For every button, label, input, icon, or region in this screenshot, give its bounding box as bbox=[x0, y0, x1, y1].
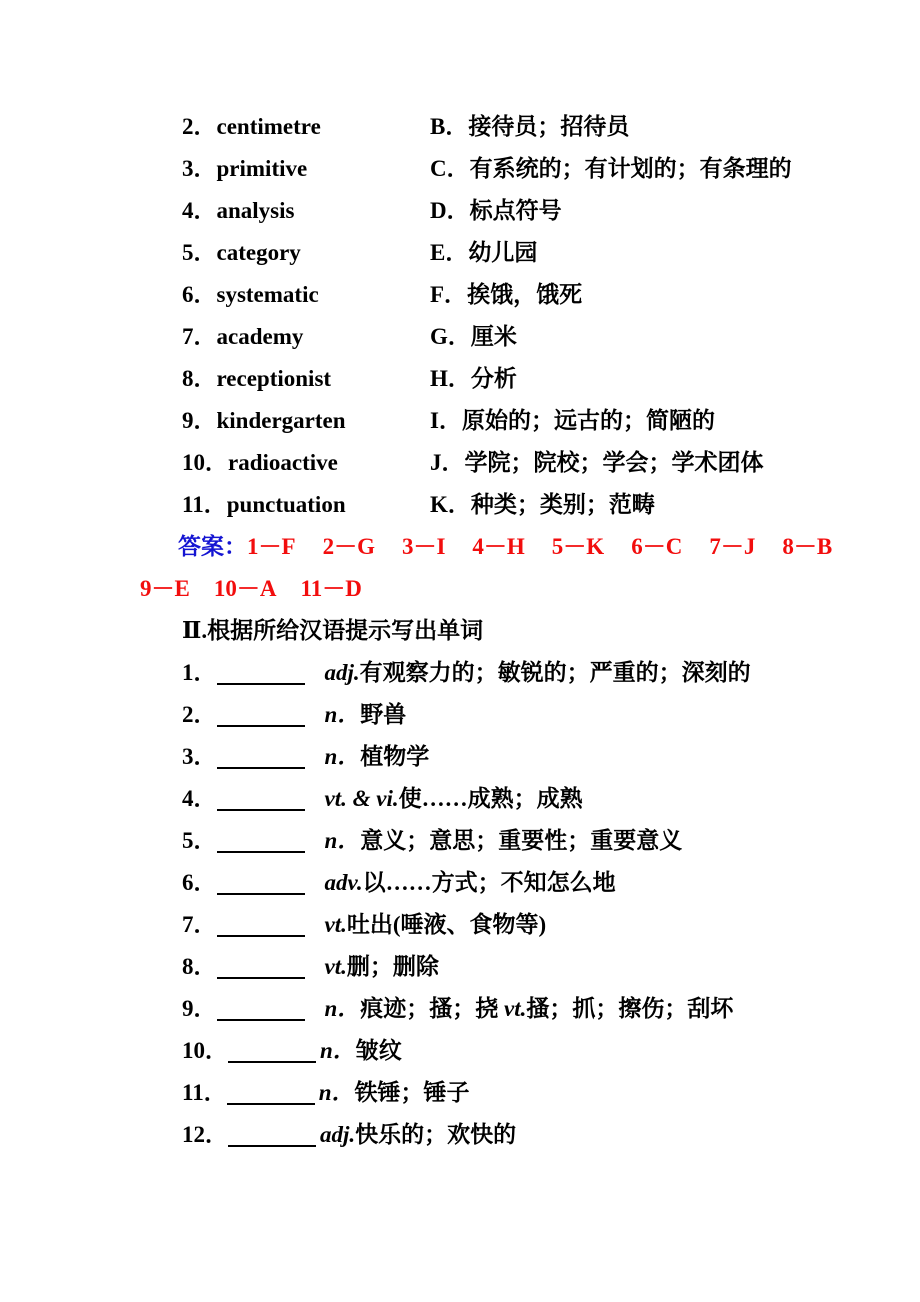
chinese-definition: 挨饿，饿死 bbox=[467, 282, 583, 307]
part-of-speech: vt. bbox=[324, 912, 347, 937]
answer-pair: 7－J bbox=[709, 534, 756, 559]
answers-line-2 bbox=[138, 568, 790, 610]
definition-text bbox=[325, 828, 683, 853]
fill-in-item-row bbox=[138, 1114, 790, 1156]
part-of-speech: adv. bbox=[324, 870, 363, 895]
chinese-definition: 接待员；招待员 bbox=[468, 114, 630, 139]
answer-blank[interactable] bbox=[217, 659, 305, 685]
fill-in-item-row bbox=[138, 1030, 790, 1072]
part-of-speech: n． bbox=[324, 828, 361, 853]
match-right-cell bbox=[430, 106, 790, 148]
matching-section bbox=[138, 106, 790, 526]
answers-paragraph bbox=[138, 526, 833, 610]
item-number: 12． bbox=[182, 1122, 228, 1147]
option-letter: I． bbox=[430, 408, 462, 433]
definition-text bbox=[325, 702, 407, 727]
item-number: 8． bbox=[182, 366, 217, 391]
chinese-definition: 标点符号 bbox=[469, 198, 562, 223]
match-left-cell bbox=[138, 232, 430, 274]
definition-text bbox=[325, 870, 616, 895]
option-letter: E． bbox=[430, 240, 469, 265]
answer-pair: 5－K bbox=[551, 534, 605, 559]
item-number: 7． bbox=[182, 324, 217, 349]
english-word: receptionist bbox=[216, 366, 332, 391]
answer-blank[interactable] bbox=[217, 701, 305, 727]
chinese-hint: 使……成熟；成熟 bbox=[398, 786, 583, 811]
match-item-row bbox=[138, 274, 790, 316]
answer-blank[interactable] bbox=[217, 911, 305, 937]
definition-text bbox=[320, 1122, 516, 1147]
option-letter: G． bbox=[430, 324, 471, 349]
item-number: 9． bbox=[182, 408, 217, 433]
match-item-row bbox=[138, 358, 790, 400]
english-word: systematic bbox=[216, 282, 319, 307]
chinese-definition: 厘米 bbox=[470, 324, 517, 349]
item-number: 8． bbox=[182, 954, 217, 979]
item-number: 1． bbox=[182, 660, 217, 685]
english-word: centimetre bbox=[216, 114, 321, 139]
option-letter: F． bbox=[430, 282, 468, 307]
answer-blank[interactable] bbox=[228, 1037, 316, 1063]
fill-in-item-row bbox=[138, 652, 790, 694]
part-of-speech: n． bbox=[320, 1038, 356, 1063]
english-word: kindergarten bbox=[216, 408, 346, 433]
chinese-hint: 有观察力的；敏锐的；严重的；深刻的 bbox=[359, 660, 751, 685]
english-word: primitive bbox=[216, 156, 308, 181]
fill-in-item-row bbox=[138, 1072, 790, 1114]
chinese-hint: 痕迹；搔；挠 bbox=[360, 996, 505, 1021]
chinese-definition: 种类；类别；范畴 bbox=[470, 492, 655, 517]
part-of-speech: vt. bbox=[324, 954, 347, 979]
definition-text bbox=[325, 912, 547, 937]
answer-blank[interactable] bbox=[217, 869, 305, 895]
answers-line-1 bbox=[138, 526, 833, 568]
fill-in-item-row bbox=[138, 778, 790, 820]
answer-pair: 4－H bbox=[472, 534, 525, 559]
part-of-speech: n． bbox=[318, 1080, 355, 1105]
chinese-definition: 原始的；远古的；简陋的 bbox=[461, 408, 715, 433]
part-of-speech: adj. bbox=[324, 660, 360, 685]
answer-pair: 8－B bbox=[782, 534, 833, 559]
chinese-hint: 皱纹 bbox=[355, 1038, 402, 1063]
match-item-row bbox=[138, 106, 790, 148]
match-left-cell bbox=[138, 190, 430, 232]
answer-blank[interactable] bbox=[217, 743, 305, 769]
fill-in-item-row bbox=[138, 694, 790, 736]
english-word: category bbox=[216, 240, 301, 265]
item-number: 4． bbox=[182, 198, 217, 223]
match-right-cell bbox=[430, 358, 790, 400]
chinese-hint: 快乐的；欢快的 bbox=[355, 1122, 517, 1147]
option-letter: D． bbox=[430, 198, 470, 223]
match-item-row bbox=[138, 484, 790, 526]
option-letter: H． bbox=[430, 366, 471, 391]
answer-pair: 1－F bbox=[247, 534, 296, 559]
english-word: analysis bbox=[216, 198, 295, 223]
part-of-speech: vt. & vi. bbox=[324, 786, 399, 811]
match-left-cell bbox=[138, 316, 430, 358]
chinese-hint: 植物学 bbox=[360, 744, 430, 769]
fill-in-item-row bbox=[138, 736, 790, 778]
match-left-cell bbox=[138, 358, 430, 400]
answer-pair: 3－I bbox=[401, 534, 446, 559]
item-number: 7． bbox=[182, 912, 217, 937]
match-right-cell bbox=[430, 148, 792, 190]
english-word: radioactive bbox=[228, 450, 338, 475]
answer-pair: 10－A bbox=[213, 576, 277, 601]
match-item-row bbox=[138, 190, 790, 232]
answer-blank[interactable] bbox=[217, 785, 305, 811]
part-of-speech: vt. bbox=[504, 996, 527, 1021]
answer-blank[interactable] bbox=[227, 1079, 315, 1105]
part-of-speech: n． bbox=[324, 744, 361, 769]
fill-in-section bbox=[138, 652, 790, 1156]
part-of-speech: adj. bbox=[320, 1122, 356, 1147]
answer-blank[interactable] bbox=[217, 995, 305, 1021]
match-item-row bbox=[138, 316, 790, 358]
part-of-speech: n． bbox=[324, 996, 361, 1021]
item-number: 2． bbox=[182, 114, 217, 139]
item-number: 4． bbox=[182, 786, 217, 811]
item-number: 5． bbox=[182, 828, 217, 853]
match-right-cell bbox=[430, 442, 790, 484]
chinese-hint: 删；删除 bbox=[346, 954, 439, 979]
option-letter: J． bbox=[430, 450, 465, 475]
item-number: 2． bbox=[182, 702, 217, 727]
answer-blank[interactable] bbox=[217, 827, 305, 853]
match-item-row bbox=[138, 148, 790, 190]
item-number: 3． bbox=[182, 744, 217, 769]
section2-heading: Ⅱ.根据所给汉语提示写出单词 bbox=[182, 618, 484, 643]
chinese-hint: 意义；意思；重要性；重要意义 bbox=[360, 828, 683, 853]
chinese-definition: 幼儿园 bbox=[468, 240, 538, 265]
fill-in-item-row bbox=[138, 988, 790, 1030]
item-number: 5． bbox=[182, 240, 217, 265]
definition-text bbox=[320, 1038, 402, 1063]
item-number: 11． bbox=[182, 492, 227, 517]
english-word: punctuation bbox=[226, 492, 346, 517]
answer-pair: 11－D bbox=[300, 576, 362, 601]
match-item-row bbox=[138, 232, 790, 274]
fill-in-item-row bbox=[138, 904, 790, 946]
match-item-row bbox=[138, 442, 790, 484]
match-item-row bbox=[138, 400, 790, 442]
option-letter: K． bbox=[430, 492, 471, 517]
item-number: 10． bbox=[182, 1038, 228, 1063]
item-number: 6． bbox=[182, 870, 217, 895]
option-letter: C． bbox=[430, 156, 470, 181]
definition-text bbox=[325, 786, 583, 811]
chinese-definition: 分析 bbox=[470, 366, 517, 391]
match-left-cell bbox=[138, 274, 430, 316]
option-letter: B． bbox=[430, 114, 469, 139]
match-right-cell bbox=[430, 484, 790, 526]
chinese-hint: 搔；抓；擦伤；刮坏 bbox=[526, 996, 734, 1021]
definition-text bbox=[325, 744, 430, 769]
match-left-cell bbox=[138, 484, 430, 526]
definition-text bbox=[325, 660, 751, 685]
answer-pair: 2－G bbox=[322, 534, 375, 559]
chinese-hint: 吐出(唾液、食物等) bbox=[346, 912, 547, 937]
answer-blank[interactable] bbox=[228, 1121, 316, 1147]
fill-in-item-row bbox=[138, 946, 790, 988]
answer-pair: 6－C bbox=[631, 534, 683, 559]
match-left-cell bbox=[138, 148, 430, 190]
answer-pair: 9－E bbox=[140, 576, 190, 601]
match-right-cell bbox=[430, 316, 790, 358]
definition-text bbox=[325, 954, 439, 979]
match-right-cell bbox=[430, 400, 790, 442]
item-number: 9． bbox=[182, 996, 217, 1021]
answer-blank[interactable] bbox=[217, 953, 305, 979]
english-word: academy bbox=[216, 324, 304, 349]
definition-text bbox=[319, 1080, 470, 1105]
chinese-hint: 野兽 bbox=[360, 702, 407, 727]
definition-text bbox=[325, 996, 734, 1021]
match-left-cell bbox=[138, 106, 430, 148]
match-right-cell bbox=[430, 190, 790, 232]
part-of-speech: n． bbox=[324, 702, 361, 727]
chinese-definition: 有系统的；有计划的；有条理的 bbox=[469, 156, 792, 181]
fill-in-item-row bbox=[138, 820, 790, 862]
match-right-cell bbox=[430, 232, 790, 274]
match-left-cell bbox=[138, 400, 430, 442]
match-right-cell bbox=[430, 274, 790, 316]
item-number: 10． bbox=[182, 450, 228, 475]
chinese-definition: 学院；院校；学会；学术团体 bbox=[464, 450, 764, 475]
item-number: 6． bbox=[182, 282, 217, 307]
fill-in-item-row bbox=[138, 862, 790, 904]
match-left-cell bbox=[138, 442, 430, 484]
answers-label: 答案： bbox=[178, 534, 247, 559]
chinese-hint: 铁锤；锤子 bbox=[354, 1080, 470, 1105]
chinese-hint: 以……方式；不知怎么地 bbox=[362, 870, 616, 895]
item-number: 3． bbox=[182, 156, 217, 181]
item-number: 11． bbox=[182, 1080, 227, 1105]
